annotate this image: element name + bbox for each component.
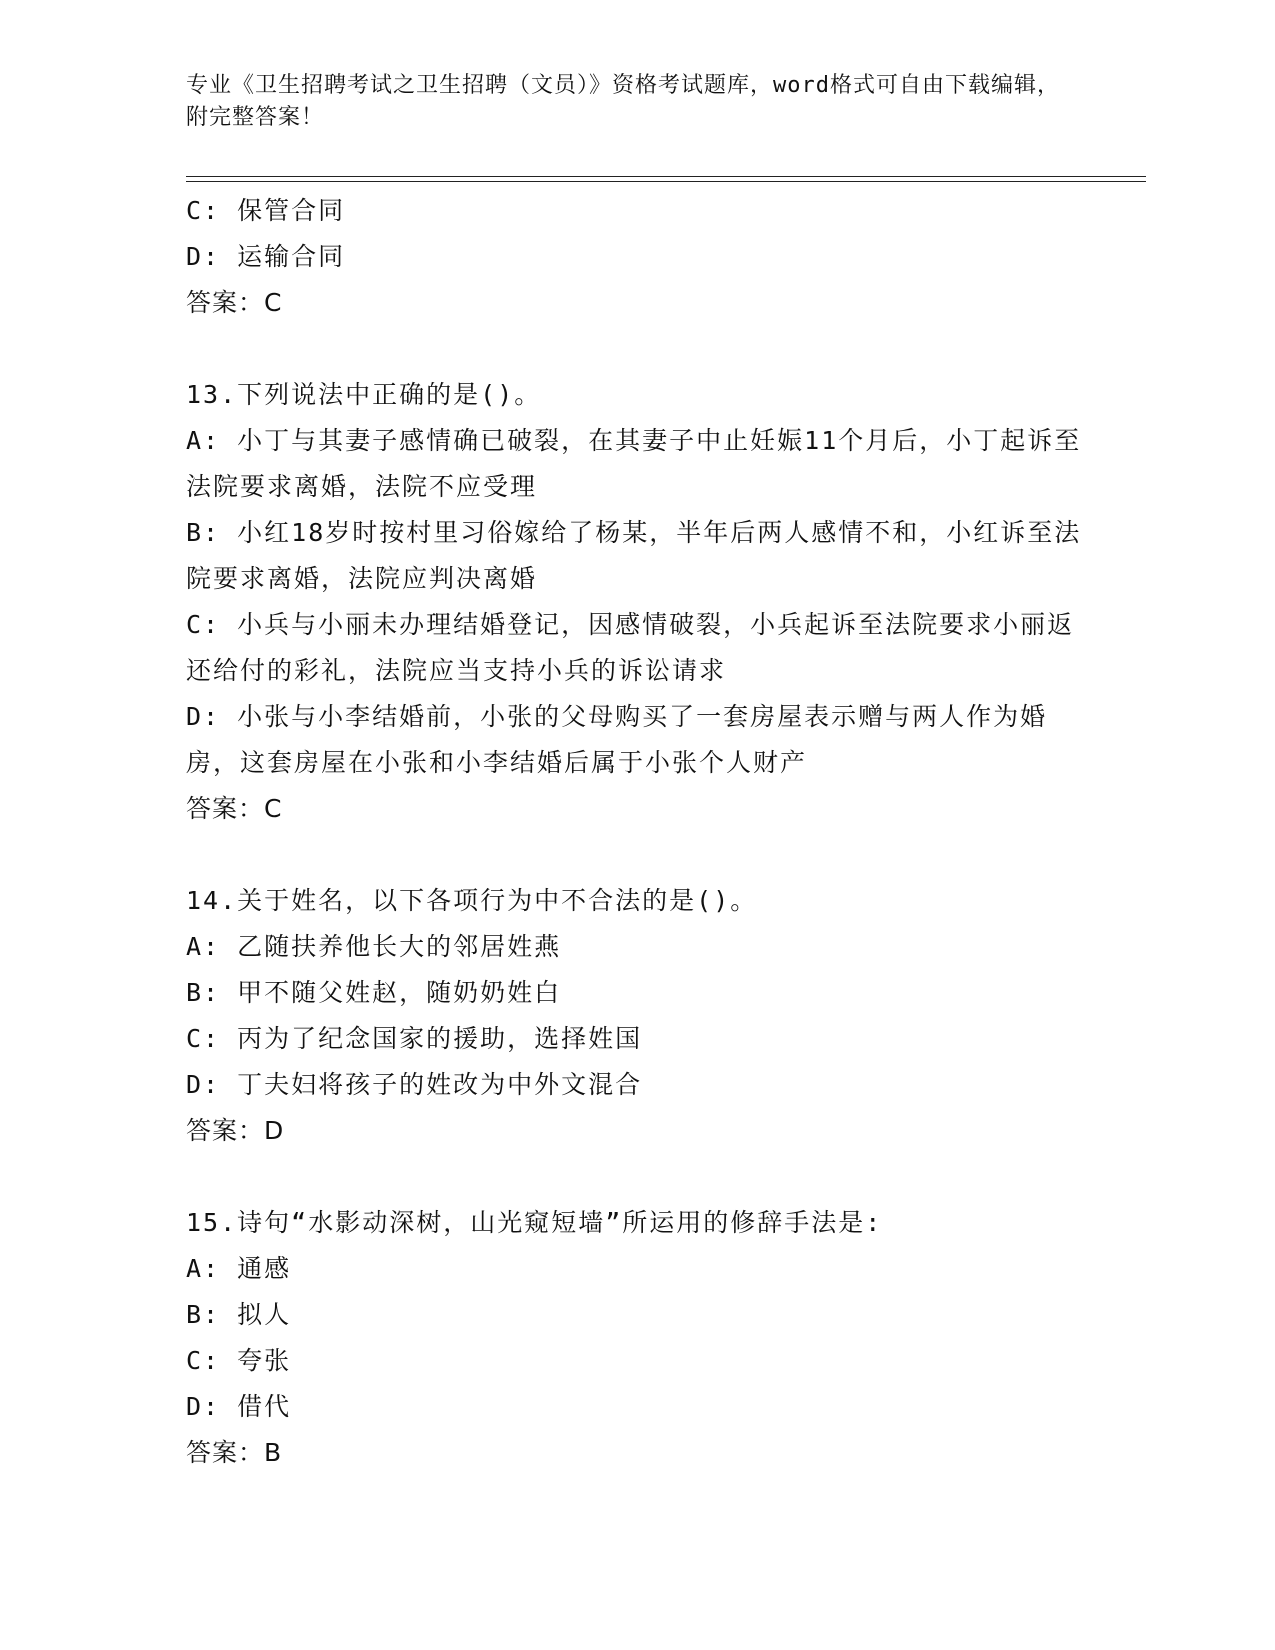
- option-line: A: 通感: [186, 1254, 292, 1283]
- option-line: B: 小红18岁时按村里习俗嫁给了杨某，半年后两人感情不和，小红诉至法院要求离婚，法院应判决离婚: [186, 518, 1082, 593]
- document-header: [186, 70, 1066, 134]
- option-line: C: 丙为了纪念国家的援助，选择姓国: [186, 1024, 643, 1053]
- option-line: C: 保管合同: [186, 196, 346, 225]
- spacer: [186, 1154, 1086, 1200]
- question-stem: 14.关于姓名，以下各项行为中不合法的是()。: [186, 886, 758, 915]
- answer-line: 答案：D: [186, 1116, 285, 1145]
- option-line: A: 乙随扶养他长大的邻居姓燕: [186, 932, 562, 961]
- option-line: D: 小张与小李结婚前，小张的父母购买了一套房屋表示赠与两人作为婚房，这套房屋在小张和小李结婚后属于小张个人财产: [186, 702, 1048, 777]
- option-line: D: 丁夫妇将孩子的姓改为中外文混合: [186, 1070, 643, 1099]
- option-line: C: 小兵与小丽未办理结婚登记，因感情破裂，小兵起诉至法院要求小丽返还给付的彩礼，法院应当支持小兵的诉讼请求: [186, 610, 1075, 685]
- question-stem: 15.诗句“水影动深树，山光窥短墙”所运用的修辞手法是:: [186, 1208, 883, 1237]
- answer-line: 答案：C: [186, 794, 283, 823]
- answer-line: 答案：C: [186, 288, 283, 317]
- spacer: [186, 326, 1086, 372]
- option-line: B: 拟人: [186, 1300, 292, 1329]
- answer-line: 答案：B: [186, 1438, 283, 1467]
- header-divider-bottom: [186, 181, 1146, 182]
- option-line: D: 借代: [186, 1392, 292, 1421]
- option-line: B: 甲不随父姓赵，随奶奶姓白: [186, 978, 562, 1007]
- header-title: 专业《卫生招聘考试之卫生招聘（文员）》资格考试题库，word格式可自由下载编辑，附完整答案！: [186, 73, 1060, 130]
- option-line: D: 运输合同: [186, 242, 346, 271]
- question-stem: 13.下列说法中正确的是()。: [186, 380, 542, 409]
- option-line: A: 小丁与其妻子感情确已破裂，在其妻子中止妊娠11个月后，小丁起诉至法院要求离婚，法院不应受理: [186, 426, 1082, 501]
- spacer: [186, 832, 1086, 878]
- question-content: [186, 188, 1086, 1476]
- header-divider-top: [186, 176, 1146, 177]
- option-line: C: 夸张: [186, 1346, 292, 1375]
